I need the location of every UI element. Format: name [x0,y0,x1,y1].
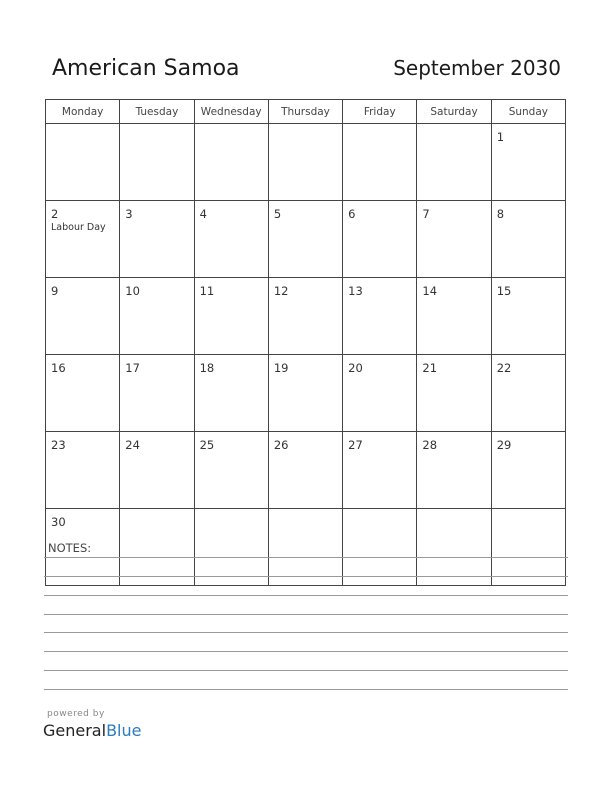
day-number: 2 [51,207,59,221]
weekday-header: Tuesday [120,100,194,124]
day-number: 4 [199,207,207,221]
month-year-title: September 2030 [393,56,561,80]
weekday-header: Saturday [417,100,491,124]
note-line [44,651,568,652]
day-number: 6 [348,207,356,221]
day-cell[interactable] [46,124,120,201]
day-cell[interactable] [46,201,120,278]
day-number: 15 [496,284,512,298]
day-cell[interactable] [491,432,565,509]
day-cell[interactable] [417,124,491,201]
day-number: 27 [348,438,363,452]
day-cell[interactable] [120,124,194,201]
week-row [46,432,566,509]
day-cell[interactable] [46,278,120,355]
weekday-header: Friday [343,100,417,124]
day-number: 9 [51,284,59,298]
day-number: 26 [273,438,289,452]
day-cell[interactable] [194,124,268,201]
note-line [44,557,568,558]
weekday-header-row [46,100,566,124]
day-cell[interactable] [194,509,268,586]
day-number: 24 [125,438,140,452]
country-title: American Samoa [52,56,240,81]
day-cell[interactable] [268,509,342,586]
note-line [44,632,568,633]
week-row [46,355,566,432]
day-cell[interactable] [343,355,417,432]
note-line [44,614,568,615]
note-line [44,595,568,596]
day-cell[interactable] [268,432,342,509]
day-number: 5 [273,207,282,221]
day-cell[interactable] [120,278,194,355]
day-number: 3 [125,207,133,221]
weekday-header: Sunday [491,100,565,124]
day-cell[interactable] [417,278,491,355]
day-cell[interactable] [343,201,417,278]
day-cell[interactable] [268,278,342,355]
day-cell[interactable] [491,509,565,586]
note-line [44,576,568,577]
day-cell[interactable] [343,278,417,355]
day-cell[interactable] [120,432,194,509]
day-cell[interactable] [194,201,268,278]
day-cell[interactable] [120,201,194,278]
day-number: 22 [496,361,512,375]
day-cell[interactable] [343,432,417,509]
weekday-header: Monday [46,100,120,124]
day-number: 29 [496,438,512,452]
day-cell[interactable] [343,509,417,586]
day-cell[interactable] [491,124,565,201]
day-cell[interactable] [268,355,342,432]
day-number: 10 [125,284,140,298]
day-number: 16 [51,361,66,375]
week-row [46,278,566,355]
powered-by-text: powered by [47,709,105,719]
note-line [44,670,568,671]
day-number: 13 [348,284,363,298]
weekday-header: Wednesday [194,100,268,124]
day-cell[interactable] [417,355,491,432]
day-cell[interactable] [194,355,268,432]
day-number: 20 [348,361,363,375]
week-row [46,124,566,201]
day-number: 12 [273,284,289,298]
day-number: 14 [422,284,438,298]
day-number: 8 [496,207,505,221]
notes-label: NOTES: [48,541,92,555]
day-cell[interactable] [194,432,268,509]
generalblue-logo[interactable] [43,721,141,740]
day-cell[interactable] [491,355,565,432]
day-cell[interactable] [417,201,491,278]
day-number: 21 [422,361,438,375]
day-cell[interactable] [343,124,417,201]
holiday-label: Labour Day [51,222,106,233]
day-cell[interactable] [120,355,194,432]
day-cell[interactable] [268,201,342,278]
day-number: 28 [422,438,438,452]
day-number: 23 [51,438,66,452]
day-cell[interactable] [120,509,194,586]
week-row [46,509,566,586]
note-line [44,689,568,690]
weekday-header: Thursday [268,100,342,124]
day-cell[interactable] [491,201,565,278]
day-cell[interactable] [268,124,342,201]
day-cell[interactable] [194,278,268,355]
day-number: 7 [422,207,430,221]
day-number: 1 [496,130,505,144]
day-number: 18 [199,361,215,375]
brand-general: General [43,721,107,740]
day-cell[interactable] [417,509,491,586]
day-cell[interactable] [46,432,120,509]
day-number: 30 [51,515,66,529]
day-cell[interactable] [491,278,565,355]
day-cell[interactable] [46,355,120,432]
day-number: 25 [199,438,215,452]
day-number: 19 [273,361,289,375]
brand-blue: Blue [106,721,142,740]
day-number: 11 [199,284,215,298]
calendar-grid [45,99,566,586]
day-cell[interactable] [417,432,491,509]
week-row [46,201,566,278]
day-number: 17 [125,361,140,375]
